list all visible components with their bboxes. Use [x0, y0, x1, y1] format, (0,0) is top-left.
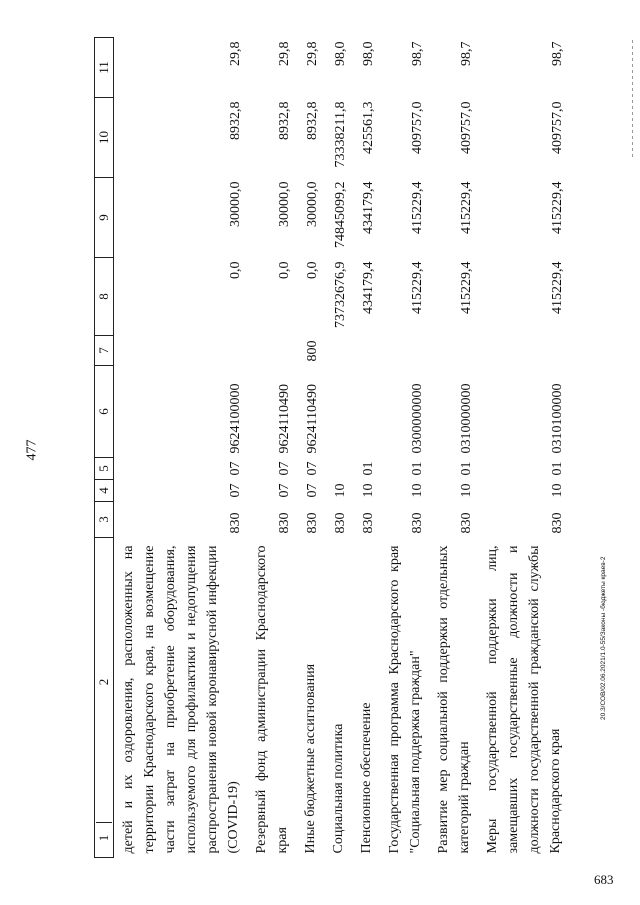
cell-c4: 10 — [333, 483, 348, 498]
cell-c8: 434179,4 — [361, 261, 376, 314]
sheet-number: 683 — [594, 872, 614, 887]
cell-c5 — [324, 458, 352, 480]
cell-c7 — [114, 336, 248, 366]
cell-c4: 07 — [228, 483, 243, 498]
cell-c6: 9624110490 — [305, 384, 320, 454]
cell-c6: 0310000000 — [459, 383, 474, 454]
cell-c9: 74845099,2 — [333, 181, 348, 248]
margin-rule — [632, 40, 633, 160]
cell-c3: 830 — [333, 512, 348, 534]
cell-c5: 01 — [410, 461, 425, 476]
cell-name: Пенсионное обеспечение — [359, 702, 374, 854]
cell-c5: 01 — [361, 461, 376, 476]
cell-c7 — [352, 336, 380, 366]
cell-c3: 830 — [228, 512, 243, 534]
cell-c8: 0,0 — [228, 261, 243, 279]
cell-c6 — [324, 366, 352, 458]
header-cell-1: 1 — [96, 822, 112, 853]
page-number: 477 — [24, 439, 40, 461]
table-row — [296, 38, 324, 858]
cell-c5: 07 — [277, 461, 292, 476]
cell-c8: 415229,4 — [459, 261, 474, 314]
cell-c7 — [324, 336, 352, 366]
table-header-row — [95, 38, 114, 858]
footer-code: 20.3/СОВ/02.06.2021/1.0-55/Законы -бюджеты краев-2 — [600, 556, 607, 720]
cell-c3: 830 — [550, 512, 565, 534]
cell-c4: 10 — [361, 483, 376, 498]
header-cell: 4 — [95, 480, 114, 502]
table-row — [380, 38, 429, 858]
cell-c3: 830 — [459, 512, 474, 534]
budget-table-rotated — [94, 38, 564, 858]
cell-c9: 415229,4 — [459, 181, 474, 234]
table-row — [478, 38, 569, 858]
cell-c7 — [247, 336, 296, 366]
cell-c11: 98,0 — [361, 41, 376, 66]
table-row — [429, 38, 478, 858]
cell-c10: 8932,8 — [228, 101, 243, 140]
cell-c5: 01 — [459, 461, 474, 476]
cell-c7 — [429, 336, 478, 366]
table-row — [247, 38, 296, 858]
cell-c10: 8932,8 — [305, 101, 320, 140]
header-cell: 9 — [95, 178, 114, 258]
header-cell: 8 — [95, 258, 114, 336]
table-row — [352, 38, 380, 858]
cell-c9: 434179,4 — [361, 181, 376, 234]
cell-c9: 415229,4 — [410, 181, 425, 234]
cell-c11: 98,0 — [333, 41, 348, 66]
cell-c4: 10 — [550, 483, 565, 498]
cell-c4: 10 — [459, 483, 474, 498]
cell-c11: 98,7 — [459, 41, 474, 66]
cell-c9: 30000,0 — [228, 181, 243, 227]
header-cell: 3 — [95, 502, 114, 538]
cell-c11: 29,8 — [228, 41, 243, 66]
cell-c9: 30000,0 — [277, 181, 292, 227]
header-cell — [95, 538, 114, 858]
cell-c8: 73732676,9 — [333, 261, 348, 328]
cell-c10: 409757,0 — [410, 101, 425, 154]
cell-name: Государственная программа Краснодарского края "Социальная поддержка граждан" — [387, 545, 423, 854]
cell-name: Меры государственной поддержки лиц, замещавших государственные должности и должности государственной гражданской службы Краснодарского края — [485, 545, 563, 854]
cell-c10: 8932,8 — [277, 101, 292, 140]
cell-c10: 409757,0 — [550, 101, 565, 154]
cell-c5: 07 — [228, 461, 243, 476]
header-cell: 11 — [95, 38, 114, 98]
cell-c8: 415229,4 — [410, 261, 425, 314]
cell-c7 — [478, 336, 569, 366]
cell-c10: 409757,0 — [459, 101, 474, 154]
cell-c5: 07 — [305, 461, 320, 476]
cell-c3: 830 — [361, 512, 376, 534]
cell-c7: 800 — [305, 340, 320, 362]
cell-c11: 29,8 — [305, 41, 320, 66]
cell-c4: 07 — [277, 483, 292, 498]
cell-c11: 98,7 — [410, 41, 425, 66]
cell-c11: 98,7 — [550, 41, 565, 66]
cell-c10: 425561,3 — [361, 101, 376, 154]
cell-c8: 0,0 — [305, 261, 320, 279]
header-cell: 10 — [95, 98, 114, 178]
budget-table — [94, 37, 569, 858]
cell-c8: 0,0 — [277, 261, 292, 279]
header-cell: 7 — [95, 336, 114, 366]
cell-name: детей и их оздоровления, расположенных на территории Краснодарского края, на возмещение части затрат на приобретение оборудования, используемого для профилактики и недопущения распространения новой коронавирусной инфекции (COVID-19) — [121, 545, 241, 854]
cell-name: Резервный фонд администрации Краснодарского края — [254, 545, 290, 854]
table-row — [324, 38, 352, 858]
header-cell-2: 2 — [96, 678, 111, 686]
cell-c6: 9624100000 — [228, 383, 243, 454]
table-row — [114, 38, 248, 858]
cell-c6: 9624110490 — [277, 384, 292, 454]
cell-c6: 0300000000 — [410, 383, 425, 454]
cell-c8: 415229,4 — [550, 261, 565, 314]
cell-c5: 01 — [550, 461, 565, 476]
cell-c3: 830 — [277, 512, 292, 534]
cell-name: Иные бюджетные ассигнования — [303, 663, 318, 854]
cell-c4: 07 — [305, 483, 320, 498]
cell-c11: 29,8 — [277, 41, 292, 66]
header-cell: 5 — [95, 458, 114, 480]
cell-c6 — [352, 366, 380, 458]
cell-c7 — [380, 336, 429, 366]
cell-c9: 30000,0 — [305, 181, 320, 227]
cell-c6: 0310100000 — [550, 383, 565, 454]
cell-c4: 10 — [410, 483, 425, 498]
cell-c10: 73338211,8 — [333, 101, 348, 168]
cell-c3: 830 — [410, 512, 425, 534]
cell-c9: 415229,4 — [550, 181, 565, 234]
header-cell: 6 — [95, 366, 114, 458]
cell-c3: 830 — [305, 512, 320, 534]
cell-name: Социальная политика — [331, 723, 346, 854]
cell-name: Развитие мер социальной поддержки отдельных категорий граждан — [436, 545, 472, 854]
